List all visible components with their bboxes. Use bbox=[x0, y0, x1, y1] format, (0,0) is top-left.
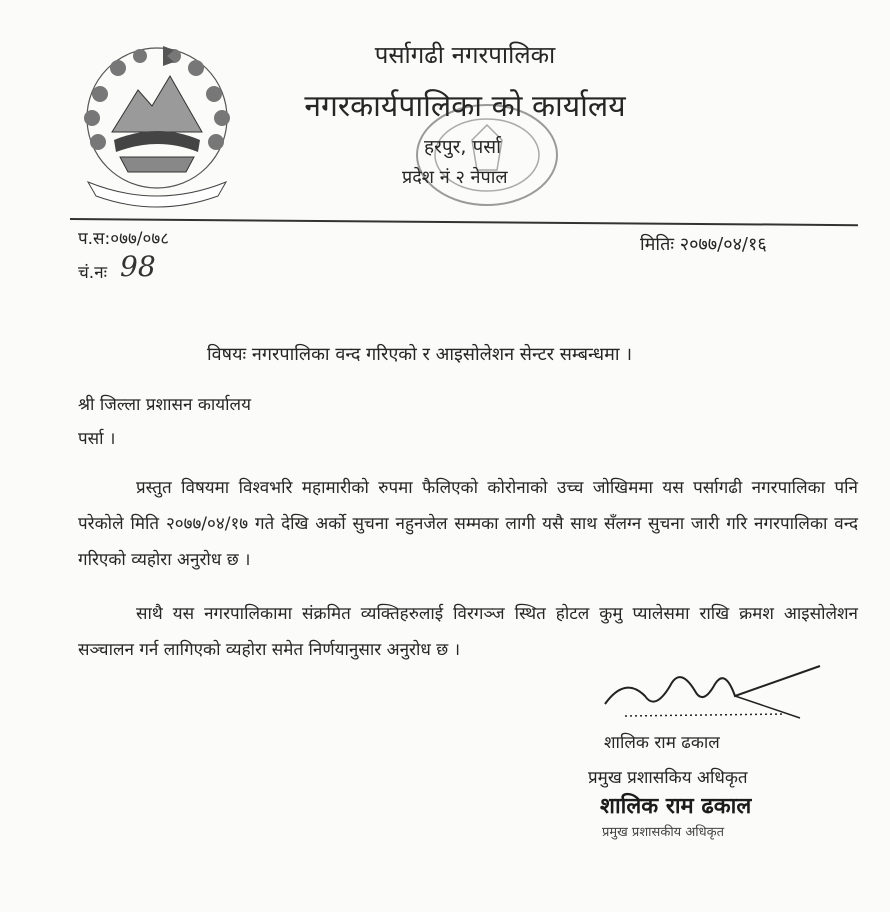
body-paragraph-2: साथै यस नगरपालिकामा संक्रमित व्यक्तिहरुलाई विरगञ्ज स्थित होटल कुमु प्यालेसमा राखि क्रमश आइसोलेशन सञ्चालन गर्न लागिएको व्यहोरा समेत निर्णयानुसार अनुरोध छ । bbox=[78, 604, 858, 660]
municipality-name: पर्सागढी नगरपालिका bbox=[374, 41, 556, 69]
handwritten-signature bbox=[585, 656, 825, 726]
signatory-title: प्रमुख प्रशासकिय अधिकृत bbox=[588, 768, 748, 788]
name-stamp-title: प्रमुख प्रशासकीय अधिकृत bbox=[602, 825, 725, 840]
dispatch-number-value: 98 bbox=[120, 250, 156, 283]
office-location: हरपुर, पर्सा bbox=[424, 136, 502, 158]
office-name: नगरकार्यपालिका को कार्यालय bbox=[304, 89, 626, 124]
body-paragraph-1: प्रस्तुत विषयमा विश्वभरि महामारीको रुपमा फैलिएको कोरोनाको उच्च जोखिममा यस पर्सागढी नगरपालिका पनि परेकोले मिति २०७७/०४/१७ गते देखि अर्को सुचना नहुनजेल सम्मका लागी यसै साथ सँलग्न सुचना जारी गरि नगरपालिका वन्द गरिएको व्यहोरा अनुरोध छ । bbox=[78, 478, 858, 570]
dispatch-number-label: चं.नः bbox=[78, 263, 108, 283]
name-stamp: शालिक राम ढकाल bbox=[600, 794, 752, 819]
signatory-name: शालिक राम ढकाल bbox=[604, 733, 720, 753]
letter-subject: विषयः नगरपालिका वन्द गरिएको र आइसोलेशन सेन्टर सम्बन्धमा । bbox=[207, 344, 633, 365]
reference-number: प.स:०७७/०७८ bbox=[78, 229, 170, 249]
province-line: प्रदेश नं २ नेपाल bbox=[402, 167, 508, 188]
addressee-office: श्री जिल्ला प्रशासन कार्यालय bbox=[78, 395, 251, 415]
addressee-district: पर्सा । bbox=[78, 429, 116, 449]
letter-date: मितिः २०७७/०४/१६ bbox=[640, 234, 767, 255]
